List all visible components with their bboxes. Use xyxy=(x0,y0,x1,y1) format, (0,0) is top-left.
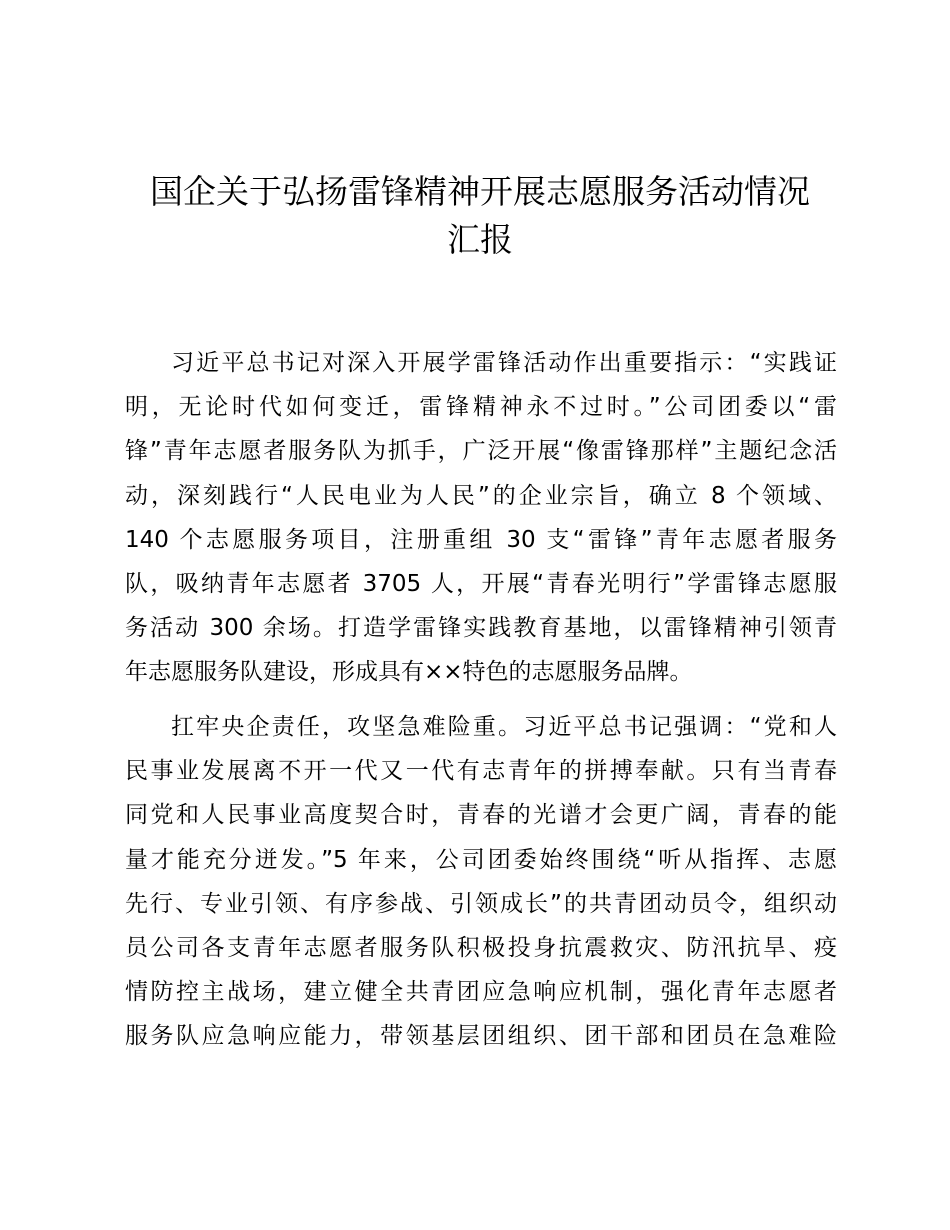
title-line-2: 汇报 xyxy=(447,220,513,259)
paragraph-line: 习近平总书记对深入开展学雷锋活动作出重要指示：“实践证 xyxy=(171,350,837,376)
paragraph-line: 扛牢央企责任，攻坚急难险重。习近平总书记强调：“党和人 xyxy=(171,714,837,740)
paragraph-line: 量才能充分迸发。”5 年来，公司团委始终围绕“听从指挥、志愿 xyxy=(125,846,837,873)
paragraph-line: 务活动 300 余场。打造学雷锋实践教育基地，以雷锋精神引领青 xyxy=(125,615,837,642)
paragraph-2 xyxy=(125,705,837,1059)
paragraph-line: 明，无论时代如何变迁，雷锋精神永不过时。”公司团委以“雷 xyxy=(125,394,837,421)
title-line-1: 国企关于弘扬雷锋精神开展志愿服务活动情况 xyxy=(150,172,810,211)
document-title xyxy=(125,168,835,264)
paragraph-line: 140 个志愿服务项目，注册重组 30 支“雷锋”青年志愿者服务 xyxy=(125,526,837,553)
paragraph-line: 情防控主战场，建立健全共青团应急响应机制，强化青年志愿者 xyxy=(125,979,837,1006)
paragraph-line: 同党和人民事业高度契合时，青春的光谱才会更广阔，青春的能 xyxy=(125,802,837,829)
paragraph-line: 队，吸纳青年志愿者 3705 人，开展“青春光明行”学雷锋志愿服 xyxy=(125,570,837,597)
paragraph-line: 民事业发展离不开一代又一代有志青年的拼搏奉献。只有当青春 xyxy=(125,758,837,785)
paragraph-line: 年志愿服务队建设，形成具有××特色的志愿服务品牌。 xyxy=(125,659,693,686)
paragraph-1 xyxy=(125,341,837,695)
paragraph-line: 服务队应急响应能力，带领基层团组织、团干部和团员在急难险 xyxy=(125,1023,837,1050)
paragraph-line: 先行、专业引领、有序参战、引领成长”的共青团动员令，组织动 xyxy=(125,890,837,917)
paragraph-line: 动，深刻践行“人民电业为人民”的企业宗旨，确立 8 个领域、 xyxy=(125,482,837,509)
paragraph-line: 锋”青年志愿者服务队为抓手，广泛开展“像雷锋那样”主题纪念活 xyxy=(125,438,837,465)
paragraph-line: 员公司各支青年志愿者服务队积极投身抗震救灾、防汛抗旱、疫 xyxy=(125,934,837,961)
